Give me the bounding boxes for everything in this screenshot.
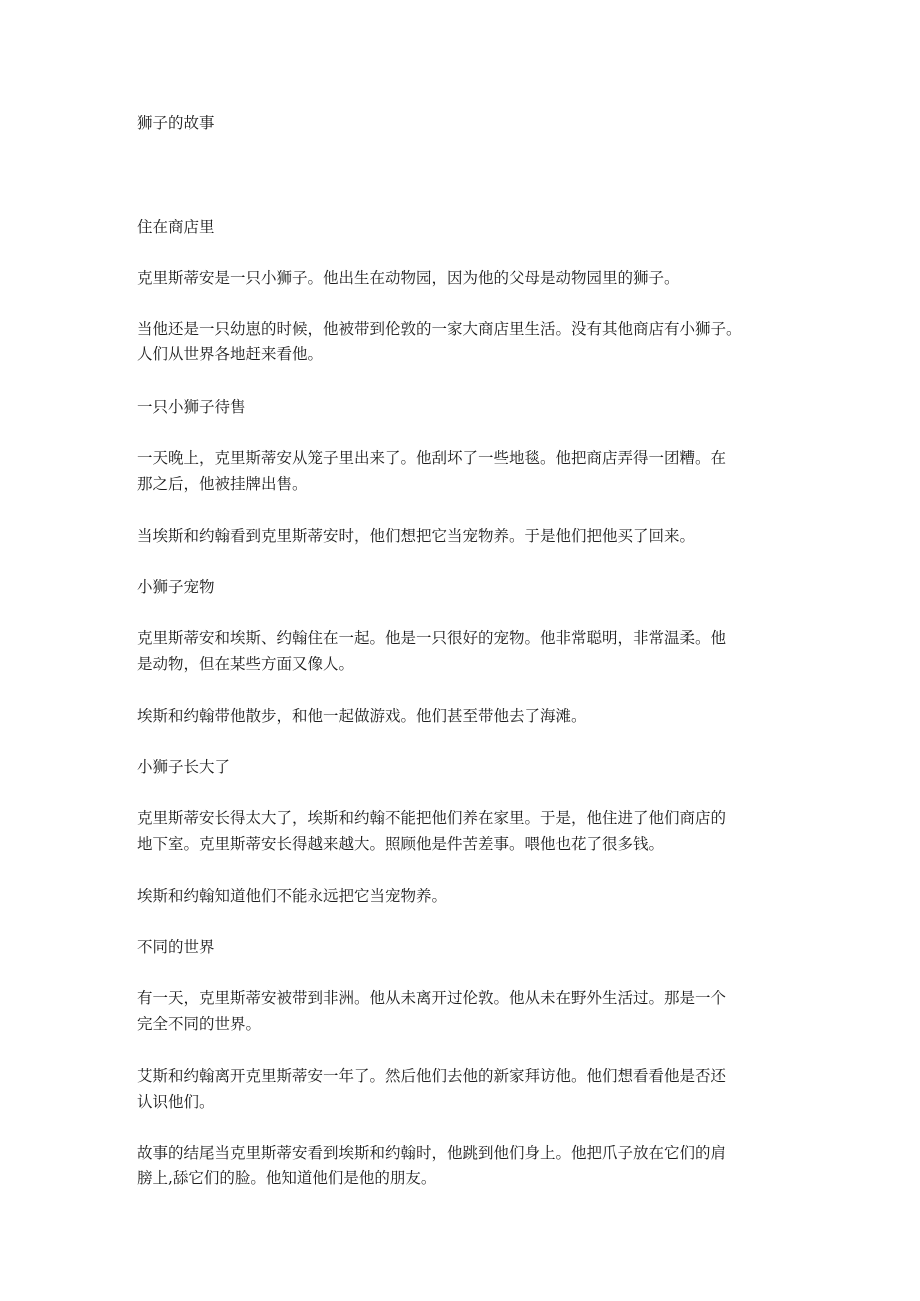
section-heading: 不同的世界 (137, 938, 215, 956)
paragraph-line: 当埃斯和约翰看到克里斯蒂安时，他们想把它当宠物养。于是他们把他买了回来。 (137, 527, 696, 545)
paragraph-line: 那之后，他被挂牌出售。 (137, 475, 308, 493)
paragraph-line: 故事的结尾当克里斯蒂安看到埃斯和约翰时，他跳到他们身上。他把爪子放在它们的肩 (137, 1144, 727, 1162)
paragraph-line: 埃斯和约翰知道他们不能永远把它当宠物养。 (137, 887, 448, 905)
paragraph-line: 是动物，但在某些方面又像人。 (137, 655, 355, 673)
section-heading: 小狮子长大了 (137, 758, 231, 776)
paragraph-line: 艾斯和约翰离开克里斯蒂安一年了。然后他们去他的新家拜访他。他们想看看他是否还 (137, 1067, 727, 1085)
section-heading: 小狮子宠物 (137, 578, 215, 596)
paragraph-line: 完全不同的世界。 (137, 1015, 262, 1033)
paragraph-line: 人们从世界各地赶来看他。 (137, 345, 324, 363)
paragraph-line: 膀上,舔它们的脸。他知道他们是他的朋友。 (137, 1169, 437, 1187)
paragraph-line: 克里斯蒂安和埃斯、约翰住在一起。他是一只很好的宠物。他非常聪明，非常温柔。他 (137, 629, 727, 647)
paragraph-line: 一天晚上，克里斯蒂安从笼子里出来了。他刮坏了一些地毯。他把商店弄得一团糟。在 (137, 449, 727, 467)
paragraph-line: 当他还是一只幼崽的时候，他被带到伦敦的一家大商店里生活。没有其他商店有小狮子。 (137, 320, 742, 338)
section-heading: 一只小狮子待售 (137, 398, 246, 416)
paragraph-line: 埃斯和约翰带他散步，和他一起做游戏。他们甚至带他去了海滩。 (137, 707, 587, 725)
document-title: 狮子的故事 (137, 114, 215, 132)
paragraph-line: 认识他们。 (137, 1093, 215, 1111)
paragraph-line: 地下室。克里斯蒂安长得越来越大。照顾他是件苦差事。喂他也花了很多钱。 (137, 835, 665, 853)
paragraph-line: 克里斯蒂安是一只小狮子。他出生在动物园，因为他的父母是动物园里的狮子。 (137, 269, 680, 287)
section-heading: 住在商店里 (137, 218, 215, 236)
paragraph-line: 克里斯蒂安长得太大了，埃斯和约翰不能把他们养在家里。于是，他住进了他们商店的 (137, 809, 727, 827)
paragraph-line: 有一天，克里斯蒂安被带到非洲。他从未离开过伦敦。他从未在野外生活过。那是一个 (137, 989, 727, 1007)
